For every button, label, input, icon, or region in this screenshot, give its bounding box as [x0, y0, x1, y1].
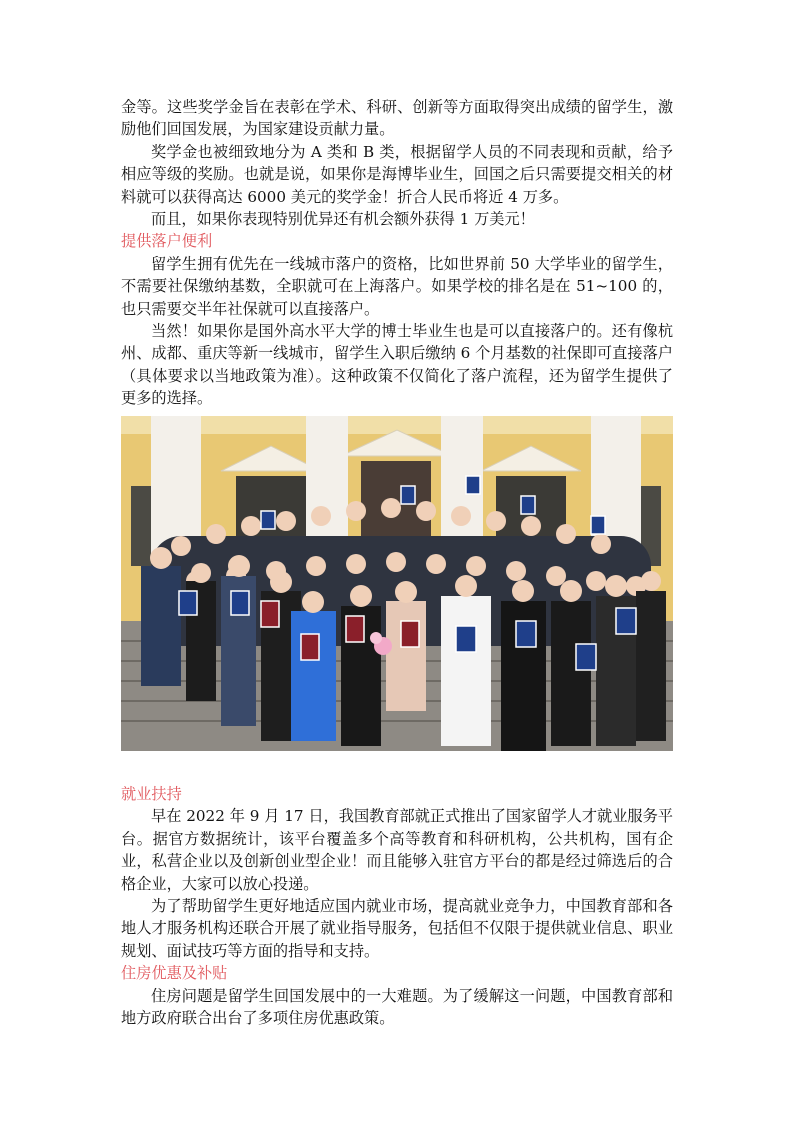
section-heading-housing: 住房优惠及补贴: [121, 964, 228, 983]
paragraph: 奖学金也被细致地分为 A 类和 B 类，根据留学人员的不同表现和贡献，给予相应等级的奖励。也就是说，如果你是海博毕业生，回国之后只需要提交相关的材料就可以获得高达 6000 美元的奖学金！折合人民币将近 4 万多。: [121, 142, 673, 206]
paragraph: 为了帮助留学生更好地适应国内就业市场，提高就业竞争力，中国教育部和各地人才服务机构还联合开展了就业指导服务，包括但不仅限于提供就业信息、职业规划、面试技巧等方面的指导和支持。: [121, 897, 673, 960]
paragraph: 住房问题是留学生回国发展中的一大难题。为了缓解这一问题，中国教育部和地方政府联合出台了多项住房优惠政策。: [121, 986, 673, 1028]
section-heading-settle: 提供落户便利: [121, 232, 213, 251]
paragraph: 早在 2022 年 9 月 17 日，我国教育部就正式推出了国家留学人才就业服务平台。据官方数据统计，该平台覆盖多个高等教育和科研机构，公共机构，国有企业，私营企业以及创新创业型企业！而且能够入驻官方平台的都是经过筛选后的合格企业，大家可以放心投递。: [121, 807, 673, 893]
graduation-photo: [121, 416, 673, 751]
paragraph: 留学生拥有优先在一线城市落户的资格，比如世界前 50 大学毕业的留学生，不需要社保缴纳基数，全职就可在上海落户。如果学校的排名是在 51~100 的，也只需要交半年社保就可以直接落户。: [121, 254, 673, 318]
lower-text: [121, 783, 673, 1029]
section-heading-employ: 就业扶持: [121, 785, 182, 803]
intro-text: [121, 96, 673, 410]
paragraph: 金等。这些奖学金旨在表彰在学术、科研、创新等方面取得突出成绩的留学生，激励他们回国发展，为国家建设贡献力量。: [121, 98, 673, 139]
paragraph: 当然！如果你是国外高水平大学的博士毕业生也是可以直接落户的。还有像杭州、成都、重庆等新一线城市，留学生入职后缴纳 6 个月基数的社保即可直接落户（具体要求以当地政策为准）。这种政策不仅简化了落户流程，还为留学生提供了更多的选择。: [121, 322, 673, 408]
paragraph: 而且，如果你表现特别优异还有机会额外获得 1 万美元！: [151, 210, 535, 229]
